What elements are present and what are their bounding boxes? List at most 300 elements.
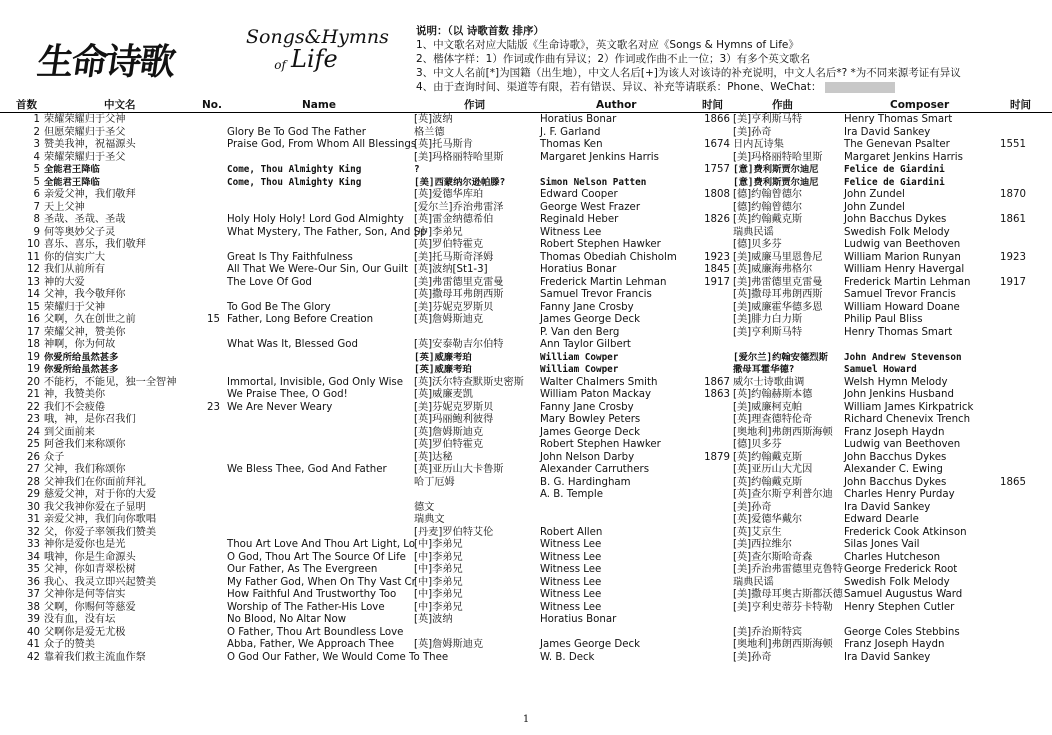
composer: Samuel Howard <box>844 364 917 375</box>
composer-cn: [英]约翰戴克斯 <box>733 476 803 488</box>
hymn-number: 36 <box>27 576 40 588</box>
col-header-num: 首数 <box>16 99 37 111</box>
table-header <box>0 98 1052 113</box>
col-header-cn-name: 中文名 <box>104 99 136 111</box>
composer: Welsh Hymn Melody <box>844 376 948 388</box>
composer: George Frederick Root <box>844 564 958 575</box>
logo-english <box>246 26 389 76</box>
composer: Frederick Martin Lehman <box>844 276 971 288</box>
table-row <box>0 514 1052 527</box>
table-row <box>0 227 1052 240</box>
author: Fanny Jane Crosby <box>540 301 634 313</box>
english-title: What Was It, Blessed God <box>227 339 358 350</box>
col-header-composer: Composer <box>890 99 950 111</box>
table-row <box>0 289 1052 302</box>
composer: John Bacchus Dykes <box>844 214 947 225</box>
hymn-number: 7 <box>33 201 40 213</box>
chinese-title: 你爱所给虽然甚多 <box>44 364 119 375</box>
composer-cn: 瑞典民谣 <box>733 226 774 238</box>
lyricist-cn: [英]达秘 <box>414 451 453 463</box>
chinese-title: 父神，我们称颂你 <box>44 464 126 475</box>
chinese-title: 喜乐、喜乐，我们敬拜 <box>44 239 146 250</box>
chinese-title: 全能君王降临 <box>44 176 100 188</box>
composer-cn: [美]亨利斯马特 <box>733 326 803 338</box>
col-header-composer-cn: 作曲 <box>772 99 793 111</box>
table-row <box>0 302 1052 315</box>
composer: George Coles Stebbins <box>844 626 960 638</box>
composer: Henry Thomas Smart <box>844 326 953 338</box>
english-title: O God, Thou Art The Source Of Life <box>227 551 406 563</box>
composer-year: 1923 <box>1000 251 1026 263</box>
hymn-number: 13 <box>27 276 40 288</box>
composer: Felice de Giardini <box>844 176 945 188</box>
hymn-number: 17 <box>27 326 40 338</box>
lyricist-cn: [英]波纳 <box>414 114 453 125</box>
english-title: O Father, Thou Art Boundless Love <box>227 626 404 638</box>
english-title: Holy Holy Holy! Lord God Almighty <box>227 214 404 225</box>
table-row <box>0 464 1052 477</box>
composer-cn: [英]理查德特伦奇 <box>733 414 813 425</box>
lyricist-cn: [英]玛丽鲍利彼得 <box>414 414 494 425</box>
composer: Alexander C. Ewing <box>844 464 943 475</box>
english-title: Praise God, From Whom All Blessings <box>227 139 417 150</box>
composer-cn: [美]亨利史蒂芬卡特勒 <box>733 601 833 613</box>
chinese-title: 荣耀归于父神 <box>44 301 106 313</box>
table-row <box>0 639 1052 652</box>
author: Witness Lee <box>540 576 602 588</box>
hymn-number: 30 <box>27 501 40 513</box>
table-row <box>0 352 1052 365</box>
note-4 <box>416 80 961 94</box>
composer-cn: [美]威廉柯克帕 <box>733 401 803 413</box>
english-title: The Love Of God <box>227 276 312 288</box>
chinese-title: 荣耀荣耀归于父神 <box>44 114 126 125</box>
table-row <box>0 339 1052 352</box>
author: Ann Taylor Gilbert <box>540 339 631 350</box>
hymn-number: 32 <box>27 526 40 538</box>
lyricist-cn: [英]波纳[St1-3] <box>414 264 488 275</box>
table-row <box>0 164 1052 177</box>
composer-cn: [英]亚历山大尤因 <box>733 464 813 475</box>
author: Thomas Ken <box>540 139 603 150</box>
lyric-year: 1674 <box>704 139 730 150</box>
composer: Ludwig van Beethoven <box>844 439 961 450</box>
lyricist-cn: [中]李弟兄 <box>414 539 463 550</box>
hymn-number: 26 <box>27 451 40 463</box>
table-row <box>0 364 1052 377</box>
table-row <box>0 214 1052 227</box>
chinese-title: 圣哉、圣哉、圣哉 <box>44 214 126 225</box>
table-row <box>0 377 1052 390</box>
table-row <box>0 414 1052 427</box>
author: P. Van den Berg <box>540 326 620 338</box>
hymn-number: 37 <box>27 589 40 600</box>
table-row <box>0 202 1052 215</box>
chinese-title: 我们从前所有 <box>44 264 106 275</box>
lyricist-cn: [爱尔兰]乔治弗雷泽 <box>414 201 504 213</box>
author: Horatius Bonar <box>540 614 617 625</box>
composer: William Howard Doane <box>844 301 960 313</box>
english-title: Glory Be To God The Father <box>227 126 366 138</box>
chinese-title: 阿爸我们来称颂你 <box>44 439 126 450</box>
lyricist-cn: [英]波纳 <box>414 614 453 625</box>
english-title: O God Our Father, We Would Come To Thee <box>227 651 449 663</box>
table-row <box>0 127 1052 140</box>
composer-cn: [奥地利]弗朗西斯海顿 <box>733 426 833 438</box>
lyric-year: 1879 <box>704 451 730 463</box>
composer-cn: [德]贝多芬 <box>733 239 782 250</box>
lyricist-cn: [中]李弟兄 <box>414 564 463 575</box>
lyric-year: 1826 <box>704 214 730 225</box>
author: Witness Lee <box>540 226 602 238</box>
hymn-number: 40 <box>27 626 40 638</box>
english-title: We Are Never Weary <box>227 401 333 413</box>
composer-year: 1551 <box>1000 139 1026 150</box>
hymn-number: 25 <box>27 439 40 450</box>
composer: Edward Dearle <box>844 514 919 525</box>
author: A. B. Temple <box>540 489 603 500</box>
chinese-title: 父啊你是爱无尤极 <box>44 626 126 638</box>
composer: Samuel Trevor Francis <box>844 289 956 300</box>
table-row <box>0 314 1052 327</box>
hymn-number: 10 <box>27 239 40 250</box>
hymn-number: 42 <box>27 651 40 663</box>
chinese-title: 你爱所给虽然甚多 <box>44 351 119 363</box>
composer: Frederick Cook Atkinson <box>844 526 967 538</box>
lyric-year: 1923 <box>704 251 730 263</box>
lyricist-cn: [英]雷金纳德希伯 <box>414 214 494 225</box>
english-title: What Mystery, The Father, Son, And Sp <box>227 226 427 238</box>
lyricist-cn: 瑞典文 <box>414 514 445 525</box>
lyricist-cn: [美]玛格丽特哈里斯 <box>414 151 504 163</box>
table-row <box>0 189 1052 202</box>
composer-cn: [英]撒母耳弗朗西斯 <box>733 289 823 300</box>
table-row <box>0 452 1052 465</box>
composer-cn: [美]乔治斯特宾 <box>733 626 803 638</box>
composer-cn: [美]亨利斯马特 <box>733 114 803 125</box>
chinese-title: 哦，神，是你召我们 <box>44 414 136 425</box>
hymn-number: 19 <box>27 364 40 375</box>
composer: Franz Joseph Haydn <box>844 639 945 650</box>
lyricist-cn: ? <box>414 164 420 175</box>
chinese-title: 没有血，没有坛 <box>44 614 116 625</box>
table-row <box>0 477 1052 490</box>
lyricist-cn: [英]罗伯特霍克 <box>414 439 484 450</box>
chinese-title: 父神，你如青翠松树 <box>44 564 136 575</box>
chinese-title: 神啊，你为何故 <box>44 339 116 350</box>
author: Samuel Trevor Francis <box>540 289 652 300</box>
lyricist-cn: [中]李弟兄 <box>414 601 463 613</box>
lyricist-cn: [美]芬妮克罗斯贝 <box>414 401 494 413</box>
table-row <box>0 602 1052 615</box>
composer-year: 1870 <box>1000 189 1026 200</box>
hymn-number: 4 <box>33 151 40 163</box>
hymn-number: 3 <box>33 139 40 150</box>
composer: Ira David Sankey <box>844 651 931 663</box>
composer-cn: [美]西拉维尔 <box>733 539 792 550</box>
english-title: Worship of The Father-His Love <box>227 601 385 613</box>
lyricist-cn: [中]李弟兄 <box>414 551 463 563</box>
composer-cn: [美]腓力白力斯 <box>733 314 803 325</box>
composer: Samuel Augustus Ward <box>844 589 963 600</box>
composer-cn: 日内瓦诗集 <box>733 139 784 150</box>
hymn-number: 11 <box>27 251 40 263</box>
english-title: No Blood, No Altar Now <box>227 614 347 625</box>
lyricist-cn: [美]弗雷德里克雷曼 <box>414 276 504 288</box>
chinese-title: 父神你是何等信实 <box>44 589 126 600</box>
author: Margaret Jenkins Harris <box>540 151 659 163</box>
english-title: Great Is Thy Faithfulness <box>227 251 353 263</box>
chinese-title: 慈爱父神，对于你的大爱 <box>44 489 157 500</box>
table-row <box>0 402 1052 415</box>
author: W. B. Deck <box>540 651 595 663</box>
lyricist-cn: [英]威廉麦凯 <box>414 389 473 400</box>
composer-year: 1865 <box>1000 476 1026 488</box>
hymn-number: 19 <box>27 351 40 363</box>
lyricist-cn: [英]罗伯特霍克 <box>414 239 484 250</box>
lyricist-cn: [英]威廉考珀 <box>414 364 472 375</box>
author: William Cowper <box>540 364 619 375</box>
table-row <box>0 577 1052 590</box>
lyricist-cn: [美]芬妮克罗斯贝 <box>414 301 494 313</box>
english-title: To God Be The Glory <box>227 301 331 313</box>
hymn-number: 14 <box>27 289 40 300</box>
note-3: 3、中文人名前[*]为国籍（出生地），中文人名后[+]为该人对该诗的补充说明，中文人名后*? *为不同来源考证有异议 <box>416 67 961 79</box>
logo-english-line2: of <box>274 58 286 72</box>
table-row <box>0 489 1052 502</box>
author: Simon Nelson Patten <box>540 176 647 188</box>
author: Witness Lee <box>540 551 602 563</box>
composer-cn: [美]乔治弗雷德里克鲁特 <box>733 564 843 575</box>
table-row <box>0 564 1052 577</box>
composer-cn: [意]费利斯贾尔迪尼 <box>733 176 819 188</box>
composer-cn: [美]威廉霍华德多恩 <box>733 301 823 313</box>
lyricist-cn: [中]李弟兄 <box>414 589 463 600</box>
lyricist-cn: [英]亚历山大卡鲁斯 <box>414 464 504 475</box>
english-title: We Bless Thee, God And Father <box>227 464 387 475</box>
composer-cn: [英]约翰戴克斯 <box>733 214 803 225</box>
composer: Ira David Sankey <box>844 126 931 138</box>
chinese-title: 我们不会疲倦 <box>44 401 106 413</box>
lyric-year: 1757 <box>704 164 730 175</box>
lyricist-cn: [英]沃尔特查默斯史密斯 <box>414 376 524 388</box>
english-title: All That We Were-Our Sin, Our Guilt <box>227 264 408 275</box>
composer-cn: [英]约翰戴克斯 <box>733 451 803 463</box>
hymn-number: 2 <box>33 126 40 138</box>
hymn-number: 16 <box>27 314 40 325</box>
composer: Swedish Folk Melody <box>844 576 950 588</box>
composer: William Marion Runyan <box>844 251 961 263</box>
lyricist-cn: [英]爱德华库珀 <box>414 189 484 200</box>
chinese-title: 神，我赞美你 <box>44 389 106 400</box>
chinese-title: 天上父神 <box>44 201 85 213</box>
chinese-title: 众子的赞美 <box>44 639 95 650</box>
english-title: Our Father, As The Evergreen <box>227 564 378 575</box>
chinese-title: 你的信实广大 <box>44 251 106 263</box>
hymn-number: 9 <box>33 226 40 238</box>
composer-year: 1861 <box>1000 214 1026 225</box>
table-row <box>0 627 1052 640</box>
table-row <box>0 139 1052 152</box>
chinese-title: 神的大爱 <box>44 276 85 288</box>
author: Witness Lee <box>540 589 602 600</box>
hymn-number: 23 <box>27 414 40 425</box>
col-header-author: Author <box>596 99 637 111</box>
col-header-lyricist-cn: 作词 <box>464 99 485 111</box>
composer: Felice de Giardini <box>844 164 945 175</box>
lyric-year: 1867 <box>704 376 730 388</box>
author: B. G. Hardingham <box>540 476 631 488</box>
chinese-title: 我心、我灵立即兴起赞美 <box>44 576 157 588</box>
hymn-number: 22 <box>27 401 40 413</box>
author: Frederick Martin Lehman <box>540 276 667 288</box>
author: James George Deck <box>540 314 640 325</box>
page-number: 1 <box>522 714 530 725</box>
table-row <box>0 239 1052 252</box>
composer: Franz Joseph Haydn <box>844 426 945 438</box>
composer: William Henry Havergal <box>844 264 965 275</box>
lyricist-cn: [英]撒母耳弗朗西斯 <box>414 289 504 300</box>
table-row <box>0 439 1052 452</box>
hymn-number: 18 <box>27 339 40 350</box>
hymn-number: 5 <box>33 164 40 175</box>
composer-cn: [美]撒母耳奥古斯都沃德 <box>733 589 843 600</box>
table-row <box>0 114 1052 127</box>
english-title: My Father God, When On Thy Vast Cr <box>227 576 416 588</box>
composer: Ludwig van Beethoven <box>844 239 961 250</box>
author: Fanny Jane Crosby <box>540 401 634 413</box>
col-header-no: No. <box>202 99 222 111</box>
composer-cn: [英]约翰赫斯本德 <box>733 389 813 400</box>
english-title: Immortal, Invisible, God Only Wise <box>227 376 403 388</box>
composer: John Zundel <box>844 189 905 200</box>
author: John Nelson Darby <box>540 451 635 463</box>
composer: The Genevan Psalter <box>844 139 950 150</box>
composer-cn: [奥地利]弗朗西斯海顿 <box>733 639 833 650</box>
lyricist-cn: [英]詹姆斯迪克 <box>414 314 484 325</box>
note-4-text: 4、由于查询时间、渠道等有限，若有错误、异议、补充等请联系：Phone、WeChat： <box>416 81 822 93</box>
lyric-year: 1808 <box>704 189 730 200</box>
table-row <box>0 264 1052 277</box>
lyricist-cn: 格兰德 <box>414 126 445 138</box>
chinese-title: 众子 <box>44 451 65 463</box>
composer: Henry Thomas Smart <box>844 114 953 125</box>
english-title: How Faithful And Trustworthy Too <box>227 589 397 600</box>
composer: John Andrew Stevenson <box>844 351 962 363</box>
composer-cn: [美]孙奇 <box>733 651 772 663</box>
lyricist-cn: [英]安泰勒吉尔伯特 <box>414 339 504 350</box>
author: Robert Stephen Hawker <box>540 239 661 250</box>
composer: Philip Paul Bliss <box>844 314 923 325</box>
english-title: Come, Thou Almighty King <box>227 176 362 188</box>
hymn-number: 33 <box>27 539 40 550</box>
composer-cn: [意]费利斯贾尔迪尼 <box>733 164 819 175</box>
note-1: 1、中文歌名对应大陆版《生命诗歌》，英文歌名对应《Songs & Hymns of Life》 <box>416 39 799 51</box>
lyricist-cn: [英]托马斯肯 <box>414 139 473 150</box>
document-header <box>0 0 1052 98</box>
chinese-title: 哦神，你是生命源头 <box>44 551 136 563</box>
composer: Silas Jones Vail <box>844 539 920 550</box>
hymn-number: 41 <box>27 639 40 650</box>
author: Witness Lee <box>540 564 602 575</box>
lyricist-cn: [英]詹姆斯迪克 <box>414 426 484 438</box>
hymn-number: 35 <box>27 564 40 575</box>
hymn-number: 5 <box>33 176 40 188</box>
chinese-title: 荣耀荣耀归于圣父 <box>44 151 126 163</box>
composer: Ira David Sankey <box>844 501 931 513</box>
chinese-title: 荣耀父神，赞美你 <box>44 326 126 338</box>
table-row <box>0 539 1052 552</box>
hymn-number: 29 <box>27 489 40 500</box>
lyricist-cn: [美]托马斯奇泽姆 <box>414 251 494 263</box>
lyric-year: 1866 <box>704 114 730 125</box>
table-row <box>0 327 1052 340</box>
author: William Paton Mackay <box>540 389 652 400</box>
english-title: Come, Thou Almighty King <box>227 164 362 175</box>
chinese-title: 靠着我们救主流血作祭 <box>44 651 146 663</box>
chinese-title: 父，你爱子率领我们赞美 <box>44 526 157 538</box>
lyricist-cn: [中]李弟兄 <box>414 576 463 588</box>
english-title: Abba, Father, We Approach Thee <box>227 639 395 650</box>
hymn-number: 1 <box>33 114 40 125</box>
composer: John Bacchus Dykes <box>844 476 947 488</box>
hymn-number: 8 <box>33 214 40 225</box>
hymn-number: 15 <box>27 301 40 313</box>
composer-cn: [德]贝多芬 <box>733 439 782 450</box>
composer: Margaret Jenkins Harris <box>844 151 963 163</box>
hymn-number: 28 <box>27 476 40 488</box>
composer-cn: [美]弗雷德里克雷曼 <box>733 276 823 288</box>
col-header-time-2: 时间 <box>1010 99 1031 111</box>
hymn-number: 24 <box>27 426 40 438</box>
author: Robert Stephen Hawker <box>540 439 661 450</box>
hymn-number: 27 <box>27 464 40 475</box>
chinese-title: 父神我们在你面前拜礼 <box>44 476 146 488</box>
hymn-number: 6 <box>33 189 40 200</box>
lyric-year: 1917 <box>704 276 730 288</box>
lyricist-cn: 哈丁厄姆 <box>414 476 455 488</box>
table-row <box>0 427 1052 440</box>
hymn-number: 34 <box>27 551 40 563</box>
table-row <box>0 152 1052 165</box>
lyricist-cn: 德文 <box>414 501 435 513</box>
lyricist-cn: [美]西蒙纳尔逊帕滕? <box>414 176 506 188</box>
table-row <box>0 552 1052 565</box>
composer: John Zundel <box>844 201 905 213</box>
author: Alexander Carruthers <box>540 464 650 475</box>
author: J. F. Garland <box>540 126 601 138</box>
table-row <box>0 652 1052 665</box>
hymn-number: 20 <box>27 376 40 388</box>
lyricist-cn: [丹麦]罗伯特艾伦 <box>414 526 494 538</box>
lyric-year: 1845 <box>704 264 730 275</box>
lyric-year: 1863 <box>704 389 730 400</box>
composer: Charles Henry Purday <box>844 489 955 500</box>
hymn-number: 31 <box>27 514 40 525</box>
composer: Swedish Folk Melody <box>844 226 950 238</box>
composer-cn: 瑞典民谣 <box>733 576 774 588</box>
chinese-title: 到父面前来 <box>44 426 95 438</box>
chinese-title: 何等奥妙父子灵 <box>44 226 116 238</box>
chinese-title: 父神，我今敬拜你 <box>44 289 126 300</box>
composer-cn: [爱尔兰]约翰安德烈斯 <box>733 351 828 363</box>
composer-cn: [英]爱德华戴尔 <box>733 514 803 525</box>
chinese-title: 我父我神你爱在子显明 <box>44 501 146 513</box>
table-row <box>0 502 1052 515</box>
note-2: 2、楷体字样：1）作词或作曲有异议；2）作词或作曲不止一位；3）有多个英文歌名 <box>416 53 811 65</box>
author: Edward Cooper <box>540 189 618 200</box>
song-no: 15 <box>207 314 220 325</box>
